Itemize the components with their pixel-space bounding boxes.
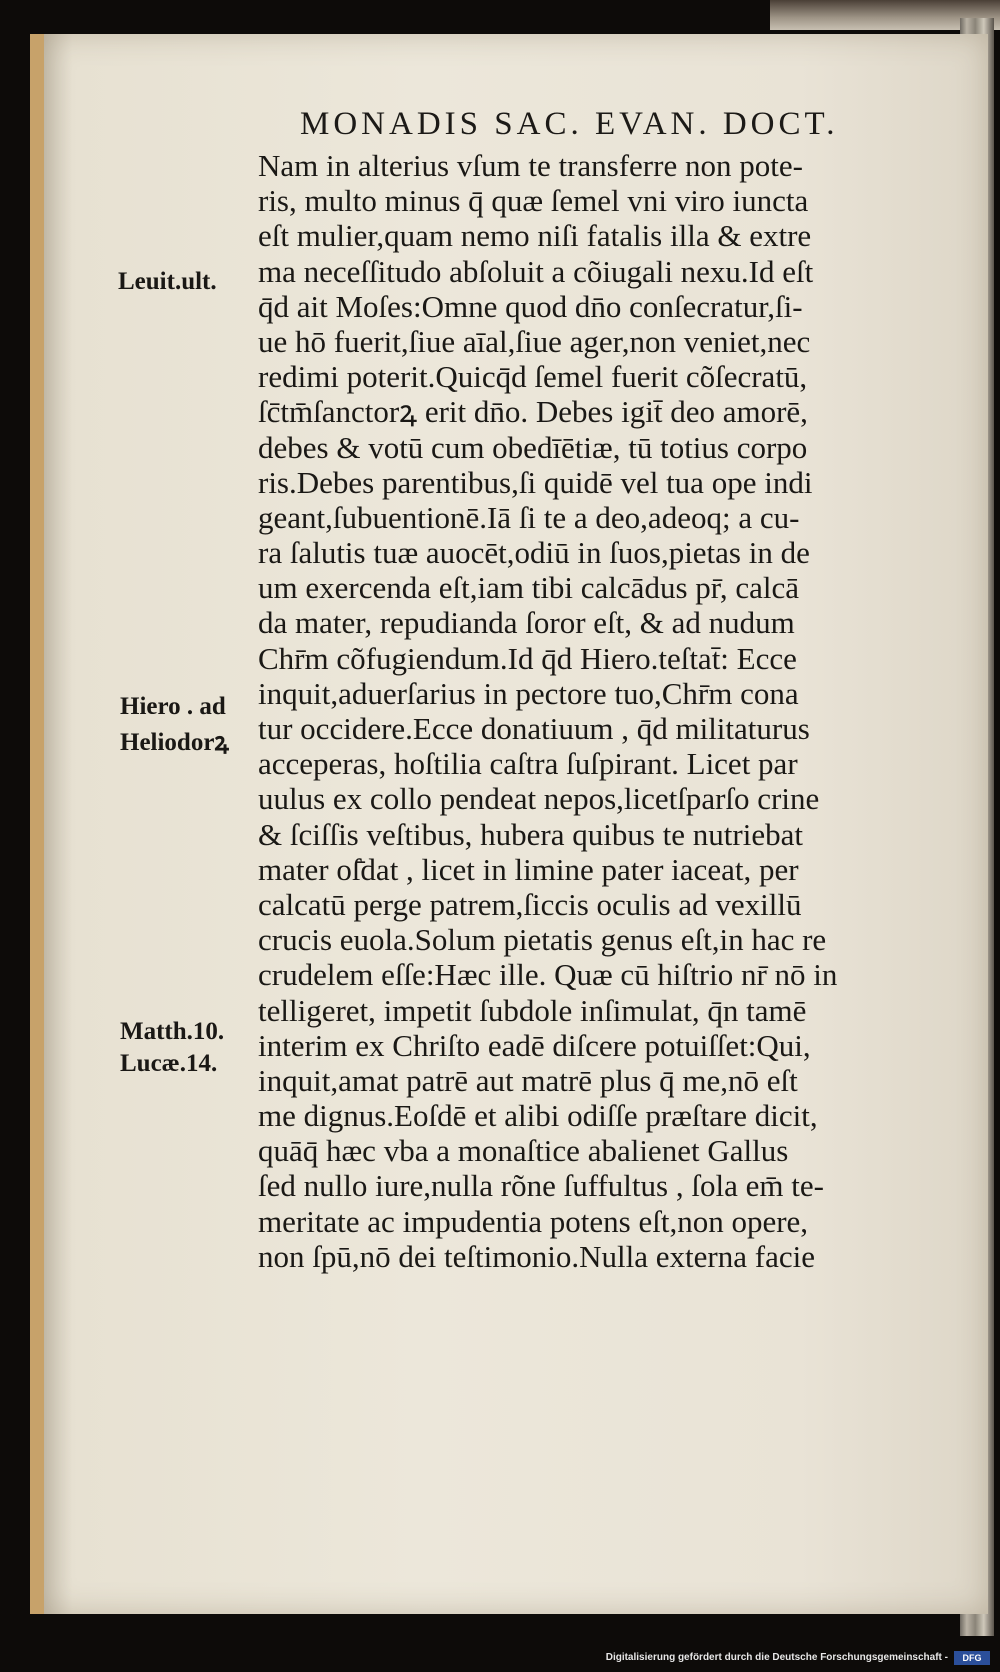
text-line: ſc̄tm̄ſanctorꝝ erit dn̄o. Debes igit̄ deo amorē, [258, 394, 808, 430]
text-line: inquit,aduerſarius in pectore tuo,Chr̄m cona [258, 675, 799, 711]
body-text-block [258, 148, 948, 1274]
text-line: ris, multo minus q̄ quæ ſemel vni viro iuncta [258, 183, 809, 219]
text-line: telligeret, impetit ſubdole inſimulat, q̄n tamē [258, 992, 807, 1028]
text-line: mater oſ̄dat , licet in limine pater iaceat, per [258, 851, 799, 887]
marginal-note-leuit: Leuit.ult. [118, 268, 217, 295]
text-line: Chr̄m cõfugiendum.Id q̄d Hiero.teſtat̄: Ecce [258, 640, 797, 676]
running-title: MONADIS SAC. EVAN. DOCT. [300, 106, 839, 142]
text-line: ra ſalutis tuæ auocēt,odiū in ſuos,pietas in de [258, 535, 810, 571]
text-line: inquit,amat patrē aut matrē plus q̄ me,nō eſt [258, 1062, 798, 1098]
text-line: interim ex Chriſto eadē diſcere potuiſſet:Qui, [258, 1027, 811, 1063]
text-line: q̄d ait Moſes:Omne quod dn̄o conſecratur,ſi- [258, 288, 803, 324]
text-line: uulus ex collo pendeat nepos,licetſparſo crine [258, 781, 820, 817]
text-line: ue hō fuerit,ſiue aīal,ſiue ager,non veniet,nec [258, 323, 811, 359]
text-line: ſed nullo iure,nulla rõne ſuffultus , ſola em̄ te- [258, 1168, 824, 1204]
marginal-note-hiero: Hiero . ad [120, 693, 226, 720]
text-line: meritate ac impudentia potens eſt,non opere, [258, 1203, 809, 1239]
text-line: eſt mulier,quam nemo niſi fatalis illa & extre [258, 218, 812, 254]
dfg-logo: DFG [954, 1651, 990, 1665]
text-line: Nam in alterius vſum te transferre non pote- [258, 148, 803, 183]
text-line: crudelem eſſe:Hæc ille. Quæ cū hiſtrio nr̄ nō in [258, 957, 838, 993]
text-line: me dignus.Eoſdē et alibi odiſſe præſtare dicit, [258, 1098, 818, 1134]
text-line: ma neceſſitudo abſoluit a cõiugali nexu.Id eſt [258, 253, 814, 289]
text-line: quāq̄ hæc vba a monaſtice abalienet Gallus [258, 1133, 789, 1169]
text-line: calcatū perge patrem,ſiccis oculis ad vexillū [258, 886, 802, 922]
text-line: non ſpū,nō dei teſtimonio.Nulla externa facie [258, 1238, 815, 1274]
digitization-credit: Digitalisierung gefördert durch die Deutsche Forschungsgemeinschaft - [605, 1652, 948, 1663]
text-line: debes & votū cum obedīētiæ, tū totius corpo [258, 429, 808, 465]
text-line: geant,ſubuentionē.Iā ſi te a deo,adeoq; a cu- [258, 499, 800, 535]
text-line: crucis euola.Solum pietatis genus eſt,in hac re [258, 922, 827, 958]
marginal-note-matth: Matth.10. [120, 1018, 225, 1045]
text-line: & ſciſſis veſtibus, hubera quibus te nutriebat [258, 816, 803, 852]
text-line: tur occidere.Ecce donatiuum , q̄d militaturus [258, 711, 810, 746]
text-line: redimi poterit.Quicq̄d ſemel fuerit cõſecratū, [258, 359, 808, 395]
marginal-note-heliodor: Heliodorꝝ [120, 729, 229, 756]
text-line: ris.Debes parentibus,ſi quidē vel tua ope indi [258, 464, 813, 500]
text-line: acceperas, hoſtilia caſtra ſuſpirant. Licet par [258, 746, 798, 782]
marginal-note-lucae: Lucæ.14. [120, 1050, 218, 1077]
text-line: um exercenda eſt,iam tibi calcādus pr̄, calcā [258, 570, 799, 606]
text-line: da mater, repudianda ſoror eſt, & ad nudum [258, 605, 795, 641]
